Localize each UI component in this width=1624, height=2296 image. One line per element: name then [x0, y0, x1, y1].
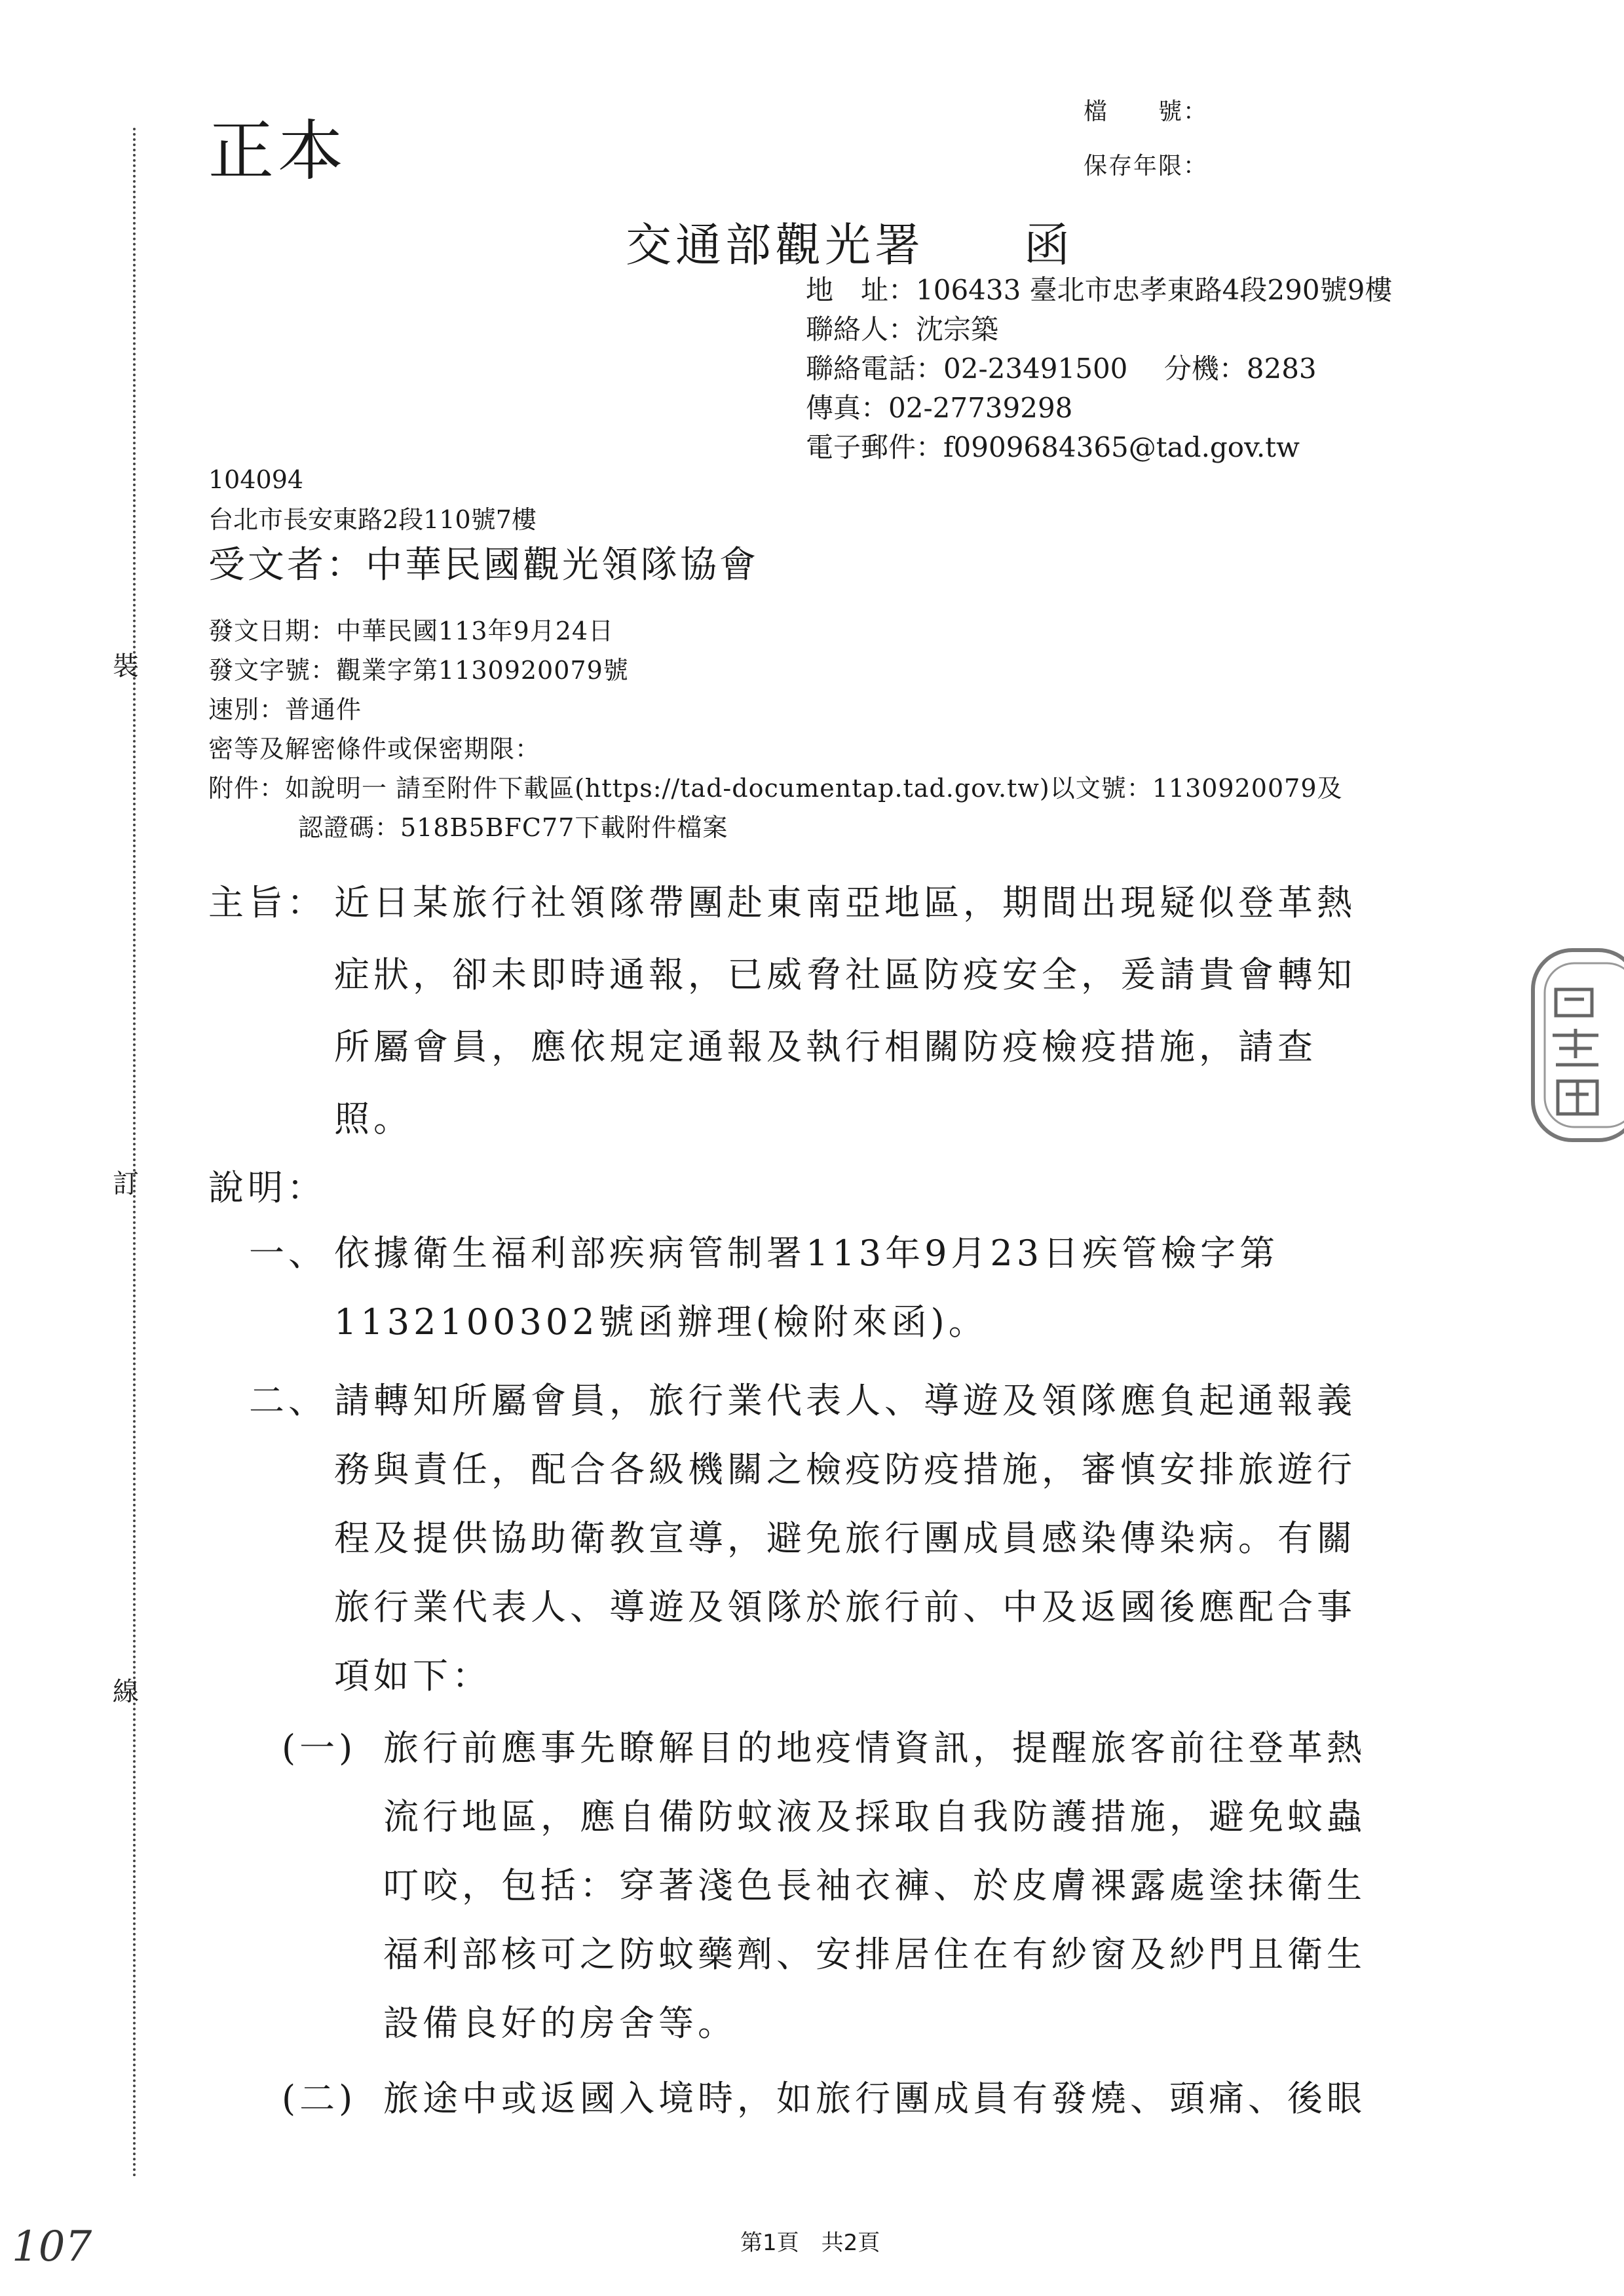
sub-item-1-line: 流行地區，應自備防蚊液及採取自我防護措施，避免蚊蟲: [383, 1796, 1366, 1837]
item-1-line: 1132100302號函辦理(檢附來函)。: [334, 1301, 988, 1343]
sub-item-1-number: (一): [282, 1727, 357, 1769]
registered-seal-icon: [1526, 944, 1624, 1147]
explanation-label: 說明：: [208, 1167, 326, 1208]
item-1-number: 一、: [249, 1233, 328, 1274]
recipient: 受文者：中華民國觀光領隊協會: [208, 544, 759, 586]
binding-mark-zhuang: 裝: [113, 651, 139, 681]
binding-mark-ding: 訂: [113, 1169, 139, 1199]
secrecy-level: 密等及解密條件或保密期限：: [208, 735, 541, 763]
item-1-line: 依據衛生福利部疾病管制署113年9月23日疾管檢字第: [334, 1233, 1279, 1274]
page-number: 第1頁 共2頁: [740, 2230, 880, 2256]
item-2-number: 二、: [249, 1380, 328, 1421]
sender-email: 電子郵件：f0909684365@tad.gov.tw: [806, 431, 1300, 463]
issue-date: 發文日期：中華民國113年9月24日: [208, 617, 614, 645]
sender-address: 地 址：106433 臺北市忠孝東路4段290號9樓: [806, 274, 1393, 306]
item-2-line: 程及提供協助衛教宣導，避免旅行團成員感染傳染病。有關: [334, 1518, 1356, 1559]
sub-item-1-line: 設備良好的房舍等。: [383, 2002, 737, 2044]
delivery-speed: 速別：普通件: [208, 695, 362, 724]
file-number-label: 檔 號：: [1084, 98, 1209, 125]
sub-item-1-line: 叮咬，包括：穿著淺色長袖衣褲、於皮膚裸露處塗抹衛生: [383, 1865, 1366, 1906]
sub-item-2-line: 旅途中或返國入境時，如旅行團成員有發燒、頭痛、後眼: [383, 2078, 1366, 2119]
sub-item-1-line: 福利部核可之防蚊藥劑、安排居住在有紗窗及紗門且衛生: [383, 1934, 1366, 1975]
sub-item-2-number: (二): [282, 2078, 357, 2119]
handwritten-note: 107: [12, 2223, 92, 2271]
item-2-line: 務與責任，配合各級機關之檢疫防疫措施，審慎安排旅遊行: [334, 1449, 1356, 1490]
sender-fax: 傳真：02-27739298: [806, 392, 1073, 424]
subject-line: 症狀，卻未即時通報，已威脅社區防疫安全，爰請貴會轉知: [334, 954, 1356, 995]
sender-contact-person: 聯絡人：沈宗築: [806, 313, 999, 345]
item-2-line: 旅行業代表人、導遊及領隊於旅行前、中及返國後應配合事: [334, 1586, 1356, 1628]
item-2-line: 項如下：: [334, 1655, 491, 1696]
agency-title: 交通部觀光署 函: [626, 218, 1074, 272]
subject-line: 所屬會員，應依規定通報及執行相關防疫檢疫措施，請查: [334, 1026, 1317, 1067]
binding-margin-line: [133, 128, 136, 2179]
attachment-verification-code: 認證碼：518B5BFC77下載附件檔案: [298, 813, 728, 842]
original-copy-stamp: 正本: [208, 113, 347, 189]
sub-item-1-line: 旅行前應事先瞭解目的地疫情資訊，提醒旅客前往登革熱: [383, 1727, 1366, 1769]
recipient-postcode: 104094: [208, 465, 304, 494]
subject-label: 主旨：: [208, 882, 326, 923]
attachment-info: 附件：如說明一 請至附件下載區(https://tad-documentap.tad.gov.tw)以文號：1130920079及: [208, 774, 1343, 803]
recipient-street-address: 台北市長安東路2段110號7樓: [208, 505, 537, 534]
item-2-line: 請轉知所屬會員，旅行業代表人、導遊及領隊應負起通報義: [334, 1380, 1356, 1421]
subject-line: 照。: [334, 1098, 413, 1139]
binding-mark-xian: 線: [113, 1677, 139, 1707]
retention-period-label: 保存年限：: [1084, 153, 1209, 180]
sender-phone: 聯絡電話：02-23491500 分機：8283: [806, 353, 1317, 385]
document-number: 發文字號：觀業字第1130920079號: [208, 656, 629, 685]
subject-line: 近日某旅行社領隊帶團赴東南亞地區，期間出現疑似登革熱: [334, 882, 1356, 923]
